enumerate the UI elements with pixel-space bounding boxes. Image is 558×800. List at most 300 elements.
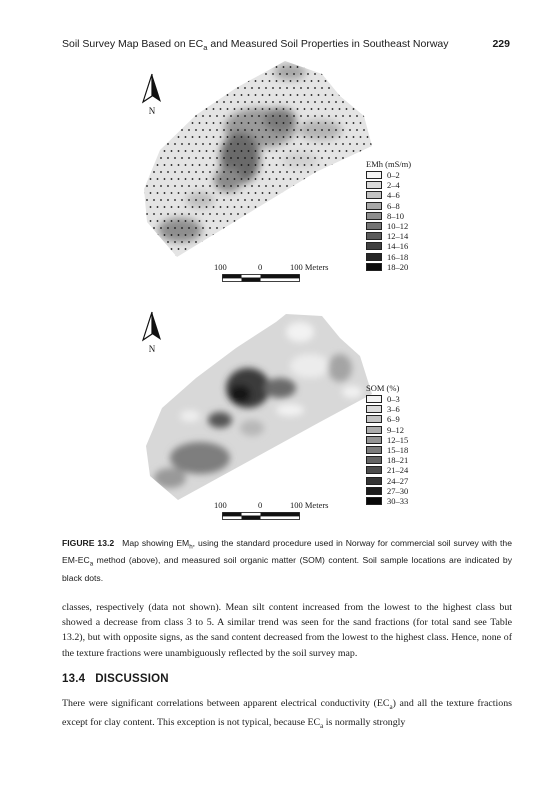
- sample-dot: [307, 227, 309, 229]
- sample-dot: [143, 66, 145, 68]
- sample-dot: [321, 227, 323, 229]
- sample-dot: [325, 234, 327, 236]
- sample-dot: [272, 87, 274, 89]
- sample-dot: [269, 192, 271, 194]
- legend-swatch: [366, 477, 382, 485]
- sample-dot: [304, 108, 306, 110]
- sample-dot: [230, 143, 232, 145]
- legend-label: 27–30: [387, 485, 409, 496]
- sample-dot: [377, 73, 379, 75]
- sample-dot: [272, 115, 274, 117]
- sample-dot: [181, 157, 183, 159]
- sample-dot: [332, 178, 334, 180]
- sample-dot: [276, 150, 278, 152]
- sample-dot: [304, 206, 306, 208]
- sample-dot: [171, 150, 173, 152]
- legend-swatch: [366, 426, 382, 434]
- sample-dot: [349, 143, 351, 145]
- sample-dot: [304, 122, 306, 124]
- sample-dot: [321, 129, 323, 131]
- sample-dot: [262, 150, 264, 152]
- sample-dot: [234, 178, 236, 180]
- page-number: 229: [492, 38, 510, 50]
- sample-dot: [314, 101, 316, 103]
- sample-dot: [297, 122, 299, 124]
- sample-dot: [318, 220, 320, 222]
- sample-dot: [346, 164, 348, 166]
- sample-dot: [209, 129, 211, 131]
- sample-dot: [321, 87, 323, 89]
- sample-dot: [265, 129, 267, 131]
- sample-dot: [255, 122, 257, 124]
- sample-dot: [258, 87, 260, 89]
- sample-dot: [335, 241, 337, 243]
- sample-dot: [153, 60, 155, 61]
- sample-dot: [325, 150, 327, 152]
- sample-dot: [346, 94, 348, 96]
- legend-label: 21–24: [387, 465, 409, 476]
- sample-dot: [342, 129, 344, 131]
- sample-dot: [297, 164, 299, 166]
- sample-dot: [360, 150, 362, 152]
- sample-dot: [314, 199, 316, 201]
- sample-dot: [279, 87, 281, 89]
- sample-dot: [178, 136, 180, 138]
- sample-dot: [321, 213, 323, 215]
- legend-label: 9–12: [387, 424, 404, 435]
- sample-dot: [290, 94, 292, 96]
- sample-dot: [363, 171, 365, 173]
- sample-dot: [353, 66, 355, 68]
- sample-dot: [339, 66, 341, 68]
- sample-dot: [146, 60, 148, 61]
- sample-dot: [349, 157, 351, 159]
- sample-dot: [178, 248, 180, 250]
- sample-dot: [216, 87, 218, 89]
- sample-dot: [325, 94, 327, 96]
- sample-dot: [332, 192, 334, 194]
- sample-dot: [276, 178, 278, 180]
- sample-dot: [377, 129, 379, 131]
- sample-dot: [255, 248, 257, 250]
- sample-dot: [293, 73, 295, 75]
- sample-dot: [339, 136, 341, 138]
- sample-dot: [353, 192, 355, 194]
- scale-label-left: 100: [214, 500, 227, 510]
- sample-dot: [255, 178, 257, 180]
- sample-dot: [188, 255, 190, 257]
- sample-dot: [335, 101, 337, 103]
- sample-dot: [269, 108, 271, 110]
- sample-dot: [272, 60, 274, 61]
- sample-dot: [346, 122, 348, 124]
- sample-dot: [237, 73, 239, 75]
- sample-dot: [209, 87, 211, 89]
- sample-dot: [143, 150, 145, 152]
- sample-dot: [146, 87, 148, 89]
- sample-dot: [188, 241, 190, 243]
- scale-label-mid: 0: [258, 500, 263, 510]
- sample-dot: [188, 185, 190, 187]
- sample-dot: [258, 241, 260, 243]
- sample-dot: [293, 185, 295, 187]
- sample-dot: [335, 157, 337, 159]
- legend-title: SOM (%): [366, 383, 400, 393]
- sample-dot: [213, 136, 215, 138]
- sample-dot: [307, 129, 309, 131]
- sample-dot: [185, 80, 187, 82]
- sample-dot: [167, 115, 169, 117]
- scale-label-left: 100: [214, 262, 227, 272]
- sample-dot: [195, 185, 197, 187]
- sample-dot: [328, 73, 330, 75]
- sample-dot: [241, 80, 243, 82]
- sample-dot: [311, 192, 313, 194]
- sample-dot: [178, 80, 180, 82]
- sample-dot: [237, 241, 239, 243]
- sample-dot: [251, 213, 253, 215]
- sample-dot: [202, 241, 204, 243]
- sample-dot: [297, 192, 299, 194]
- sample-dot: [290, 192, 292, 194]
- sample-dot: [300, 185, 302, 187]
- sample-dot: [272, 171, 274, 173]
- sample-dot: [377, 143, 379, 145]
- sample-dot: [220, 234, 222, 236]
- sample-dot: [363, 157, 365, 159]
- sample-dot: [164, 150, 166, 152]
- sample-dot: [213, 248, 215, 250]
- sample-dot: [167, 129, 169, 131]
- sample-dot: [188, 171, 190, 173]
- sample-dot: [167, 241, 169, 243]
- sample-dot: [321, 115, 323, 117]
- sample-dot: [356, 157, 358, 159]
- sample-dot: [363, 213, 365, 215]
- sample-dot: [164, 94, 166, 96]
- sample-dot: [339, 234, 341, 236]
- sample-dot: [265, 60, 267, 61]
- legend-title: EMh (mS/m): [366, 159, 412, 169]
- sample-dot: [321, 73, 323, 75]
- sample-dot: [276, 234, 278, 236]
- sample-dot: [181, 115, 183, 117]
- sample-dot: [140, 199, 141, 201]
- sample-dot: [157, 136, 159, 138]
- sample-dot: [241, 192, 243, 194]
- sample-dot: [269, 178, 271, 180]
- sample-dot: [290, 108, 292, 110]
- sample-dot: [206, 164, 208, 166]
- sample-dot: [279, 129, 281, 131]
- sample-dot: [171, 178, 173, 180]
- sample-dot: [353, 206, 355, 208]
- sample-dot: [255, 192, 257, 194]
- sample-dot: [244, 227, 246, 229]
- sample-dot: [290, 150, 292, 152]
- sample-dot: [293, 255, 295, 257]
- sample-dot: [230, 241, 232, 243]
- legend-swatch: [366, 405, 382, 413]
- section-number: 13.4: [62, 673, 86, 685]
- sample-dot: [199, 80, 201, 82]
- sample-dot: [325, 220, 327, 222]
- sample-dot: [150, 206, 152, 208]
- sample-dot: [237, 255, 239, 257]
- sample-dot: [342, 213, 344, 215]
- sample-dot: [328, 255, 330, 257]
- sample-dot: [314, 115, 316, 117]
- sample-dot: [335, 213, 337, 215]
- sample-dot: [262, 206, 264, 208]
- sample-dot: [195, 241, 197, 243]
- sample-dot: [367, 80, 369, 82]
- sample-dot: [157, 192, 159, 194]
- sample-dot: [346, 108, 348, 110]
- sample-dot: [209, 60, 211, 61]
- sample-dot: [164, 80, 166, 82]
- sample-dot: [160, 227, 162, 229]
- legend-item: [366, 476, 456, 486]
- sample-dot: [269, 220, 271, 222]
- sample-dot: [181, 227, 183, 229]
- sample-dot: [374, 66, 376, 68]
- sample-dot: [178, 66, 180, 68]
- sample-dot: [241, 178, 243, 180]
- sample-dot: [353, 234, 355, 236]
- legend-label: 0–2: [387, 170, 400, 181]
- som-legend: [366, 382, 456, 506]
- sample-dot: [363, 87, 365, 89]
- sample-dot: [367, 66, 369, 68]
- sample-dot: [258, 129, 260, 131]
- sample-dot: [262, 164, 264, 166]
- sample-dot: [220, 192, 222, 194]
- sample-dot: [258, 171, 260, 173]
- sample-dot: [363, 255, 365, 257]
- sample-dot: [269, 248, 271, 250]
- sample-dot: [140, 143, 141, 145]
- sample-dot: [157, 80, 159, 82]
- scale-label-right: 100 Meters: [290, 262, 329, 272]
- sample-dot: [216, 255, 218, 257]
- sample-dot: [353, 150, 355, 152]
- sample-dot: [269, 234, 271, 236]
- sample-dot: [188, 129, 190, 131]
- sample-dot: [311, 150, 313, 152]
- sample-dot: [370, 87, 372, 89]
- sample-dot: [185, 192, 187, 194]
- sample-dot: [311, 220, 313, 222]
- sample-dot: [304, 248, 306, 250]
- sample-dot: [328, 199, 330, 201]
- sample-dot: [293, 157, 295, 159]
- sample-dot: [297, 66, 299, 68]
- sample-dot: [146, 213, 148, 215]
- sample-dot: [262, 178, 264, 180]
- sample-dot: [213, 94, 215, 96]
- sample-dot: [311, 136, 313, 138]
- sample-dot: [349, 129, 351, 131]
- sample-dot: [300, 255, 302, 257]
- legend-item: [366, 435, 456, 445]
- legend-swatch: [366, 191, 382, 199]
- sample-dot: [192, 206, 194, 208]
- sample-dot: [237, 185, 239, 187]
- sample-dot: [216, 199, 218, 201]
- sample-dot: [209, 73, 211, 75]
- sample-dot: [206, 220, 208, 222]
- sample-dot: [300, 73, 302, 75]
- sample-dot: [230, 157, 232, 159]
- sample-dot: [209, 213, 211, 215]
- sample-dot: [255, 66, 257, 68]
- sample-dot: [349, 241, 351, 243]
- sample-dot: [150, 150, 152, 152]
- sample-dot: [276, 80, 278, 82]
- sample-dot: [363, 101, 365, 103]
- sample-dot: [367, 136, 369, 138]
- sample-dot: [339, 80, 341, 82]
- sample-dot: [251, 87, 253, 89]
- sample-dot: [255, 80, 257, 82]
- sample-dot: [307, 115, 309, 117]
- sample-dot: [244, 157, 246, 159]
- sample-dot: [216, 241, 218, 243]
- sample-dot: [244, 143, 246, 145]
- sample-dot: [349, 199, 351, 201]
- sample-dot: [192, 150, 194, 152]
- sample-dot: [314, 143, 316, 145]
- sample-dot: [241, 108, 243, 110]
- sample-dot: [143, 234, 145, 236]
- sample-dot: [244, 185, 246, 187]
- sample-dot: [318, 192, 320, 194]
- running-head-title: Soil Survey Map Based on $EC_a$ and Measured Soil Properties in Southeast Norway: [62, 38, 449, 53]
- sample-dot: [167, 143, 169, 145]
- sample-dot: [199, 192, 201, 194]
- sample-dot: [160, 87, 162, 89]
- sample-dot: [346, 150, 348, 152]
- sample-dot: [185, 150, 187, 152]
- sample-dot: [328, 115, 330, 117]
- sample-dot: [300, 171, 302, 173]
- sample-dot: [293, 87, 295, 89]
- north-label: N: [148, 344, 156, 354]
- sample-dot: [342, 157, 344, 159]
- sample-dot: [206, 108, 208, 110]
- sample-dot: [339, 122, 341, 124]
- sample-dot: [202, 60, 204, 61]
- sample-dot: [251, 255, 253, 257]
- legend-item: [366, 262, 456, 272]
- sample-dot: [199, 122, 201, 124]
- sample-dot: [150, 94, 152, 96]
- sample-dot: [370, 115, 372, 117]
- sample-dot: [237, 227, 239, 229]
- sample-dot: [360, 206, 362, 208]
- sample-dot: [195, 199, 197, 201]
- sample-dot: [290, 220, 292, 222]
- sample-dot: [293, 115, 295, 117]
- sample-dot: [234, 234, 236, 236]
- sample-dot: [328, 157, 330, 159]
- sample-dot: [220, 80, 222, 82]
- sample-dot: [283, 234, 285, 236]
- sample-dot: [251, 143, 253, 145]
- sample-dot: [195, 171, 197, 173]
- sample-dot: [332, 80, 334, 82]
- sample-dot: [346, 234, 348, 236]
- sample-dot: [216, 185, 218, 187]
- sample-dot: [223, 199, 225, 201]
- sample-dot: [199, 66, 201, 68]
- sample-dot: [272, 199, 274, 201]
- sample-dot: [195, 60, 197, 61]
- sample-dot: [241, 248, 243, 250]
- sample-dot: [160, 73, 162, 75]
- sample-dot: [202, 185, 204, 187]
- sample-dot: [356, 101, 358, 103]
- sample-dot: [195, 227, 197, 229]
- sample-dot: [223, 171, 225, 173]
- sample-dot: [188, 213, 190, 215]
- sample-dot: [192, 178, 194, 180]
- sample-dot: [297, 248, 299, 250]
- sample-dot: [353, 94, 355, 96]
- sample-dot: [325, 80, 327, 82]
- legend-swatch: [366, 456, 382, 464]
- sample-dot: [283, 150, 285, 152]
- sample-dot: [181, 101, 183, 103]
- sample-dot: [300, 60, 302, 61]
- sample-dot: [283, 80, 285, 82]
- sample-dot: [293, 60, 295, 61]
- sample-dot: [199, 150, 201, 152]
- sample-dot: [269, 150, 271, 152]
- sample-dot: [265, 199, 267, 201]
- sample-dot: [248, 220, 250, 222]
- sample-dot: [356, 143, 358, 145]
- sample-dot: [265, 171, 267, 173]
- sample-dot: [279, 241, 281, 243]
- sample-dot: [258, 199, 260, 201]
- scale-label-mid: 0: [258, 262, 263, 272]
- sample-dot: [195, 255, 197, 257]
- sample-dot: [153, 227, 155, 229]
- sample-dot: [234, 206, 236, 208]
- sample-dot: [146, 129, 148, 131]
- sample-dot: [140, 255, 141, 257]
- sample-dot: [216, 213, 218, 215]
- sample-dot: [283, 206, 285, 208]
- sample-dot: [286, 185, 288, 187]
- sample-dot: [237, 60, 239, 61]
- sample-dot: [276, 66, 278, 68]
- sample-dot: [346, 136, 348, 138]
- legend-swatch: [366, 487, 382, 495]
- sample-dot: [279, 143, 281, 145]
- sample-dot: [237, 199, 239, 201]
- sample-dot: [374, 122, 376, 124]
- sample-dot: [258, 185, 260, 187]
- sample-dot: [328, 241, 330, 243]
- sample-dot: [174, 241, 176, 243]
- sample-dot: [174, 199, 176, 201]
- sample-dot: [178, 220, 180, 222]
- sample-dot: [143, 178, 145, 180]
- sample-dot: [265, 185, 267, 187]
